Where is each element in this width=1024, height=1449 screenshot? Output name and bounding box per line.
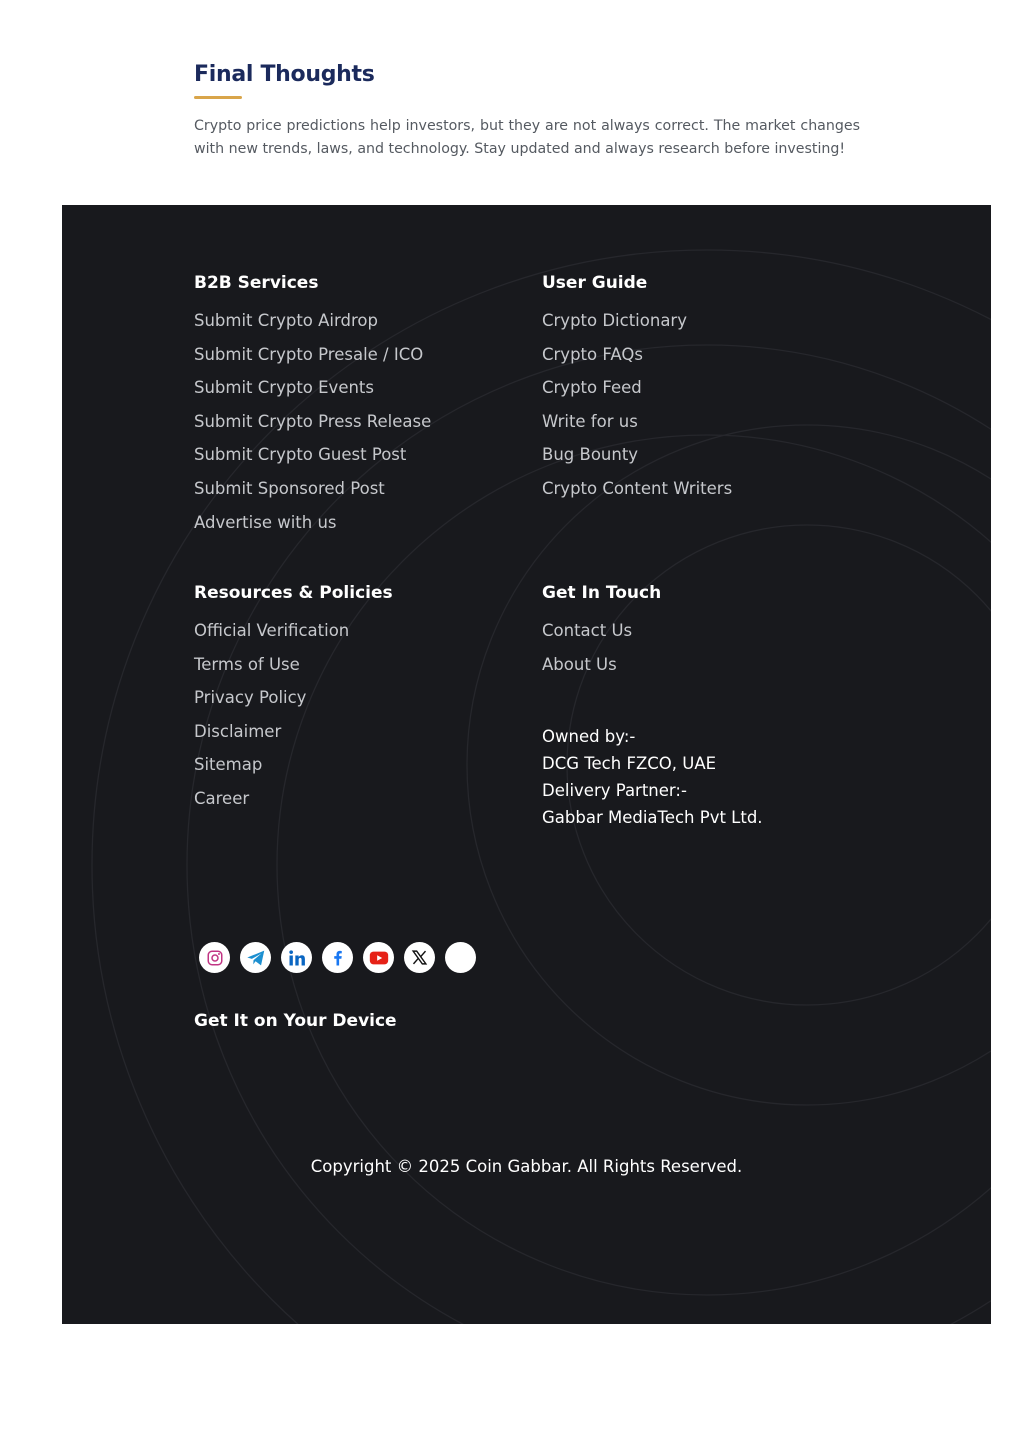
- resources-policies-heading: Resources & Policies: [194, 583, 393, 603]
- footer-link-official-verification[interactable]: Official Verification: [194, 621, 350, 640]
- footer-link-submit-sponsored-post[interactable]: Submit Sponsored Post: [194, 478, 385, 498]
- footer-link-about-us[interactable]: About Us: [542, 654, 617, 674]
- footer-link-submit-guest-post[interactable]: Submit Crypto Guest Post: [194, 445, 407, 465]
- get-app-heading: Get It on Your Device: [194, 1011, 397, 1031]
- youtube-icon[interactable]: [363, 942, 394, 973]
- x-icon[interactable]: [404, 942, 435, 973]
- ownership-info: [542, 723, 763, 831]
- get-in-touch-column: [542, 581, 661, 687]
- footer-link-contact-us[interactable]: Contact Us: [542, 621, 633, 640]
- title-underline: [194, 96, 242, 99]
- footer-link-bug-bounty[interactable]: Bug Bounty: [542, 445, 639, 465]
- footer-link-submit-press-release[interactable]: Submit Crypto Press Release: [194, 411, 432, 431]
- footer-link-submit-events[interactable]: Submit Crypto Events: [194, 378, 374, 398]
- owned-by-value: DCG Tech FZCO, UAE: [542, 754, 717, 773]
- b2b-services-heading: B2B Services: [194, 273, 319, 293]
- footer-link-submit-presale[interactable]: Submit Crypto Presale / ICO: [194, 344, 424, 364]
- b2b-services-column: [194, 271, 431, 545]
- copyright-text: Copyright © 2025 Coin Gabbar. All Rights Reserved.: [310, 1157, 743, 1176]
- footer-link-crypto-dictionary[interactable]: Crypto Dictionary: [542, 311, 687, 330]
- blank-icon[interactable]: [445, 942, 476, 973]
- final-thoughts-section: [194, 62, 860, 161]
- footer-link-content-writers[interactable]: Crypto Content Writers: [542, 478, 733, 498]
- footer-link-privacy-policy[interactable]: Privacy Policy: [194, 688, 307, 708]
- footer-link-crypto-feed[interactable]: Crypto Feed: [542, 378, 642, 398]
- footer-link-disclaimer[interactable]: Disclaimer: [194, 721, 282, 741]
- social-links: [199, 942, 476, 973]
- get-in-touch-heading: Get In Touch: [542, 583, 662, 603]
- section-body: Crypto price predictions help investors, but they are not always correct. The market changes with new trends, laws, and technology. Stay updated and always research before investing!: [194, 118, 860, 157]
- user-guide-heading: User Guide: [542, 273, 648, 293]
- telegram-icon[interactable]: [240, 942, 271, 973]
- footer-link-career[interactable]: Career: [194, 788, 250, 808]
- delivery-partner-value: Gabbar MediaTech Pvt Ltd.: [542, 808, 763, 827]
- footer-link-submit-airdrop[interactable]: Submit Crypto Airdrop: [194, 311, 378, 330]
- resources-policies-column: [194, 581, 393, 822]
- linkedin-icon[interactable]: [281, 942, 312, 973]
- footer-link-terms-of-use[interactable]: Terms of Use: [194, 654, 300, 674]
- footer-link-advertise[interactable]: Advertise with us: [194, 512, 337, 532]
- owned-by-label: Owned by:-: [542, 727, 636, 746]
- user-guide-column: [542, 271, 732, 512]
- site-footer: [62, 205, 991, 1324]
- footer-link-sitemap[interactable]: Sitemap: [194, 755, 263, 775]
- footer-link-crypto-faqs[interactable]: Crypto FAQs: [542, 344, 643, 364]
- instagram-icon[interactable]: [199, 942, 230, 973]
- footer-link-write-for-us[interactable]: Write for us: [542, 411, 638, 431]
- section-title: Final Thoughts: [194, 62, 375, 87]
- facebook-icon[interactable]: [322, 942, 353, 973]
- delivery-partner-label: Delivery Partner:-: [542, 781, 687, 800]
